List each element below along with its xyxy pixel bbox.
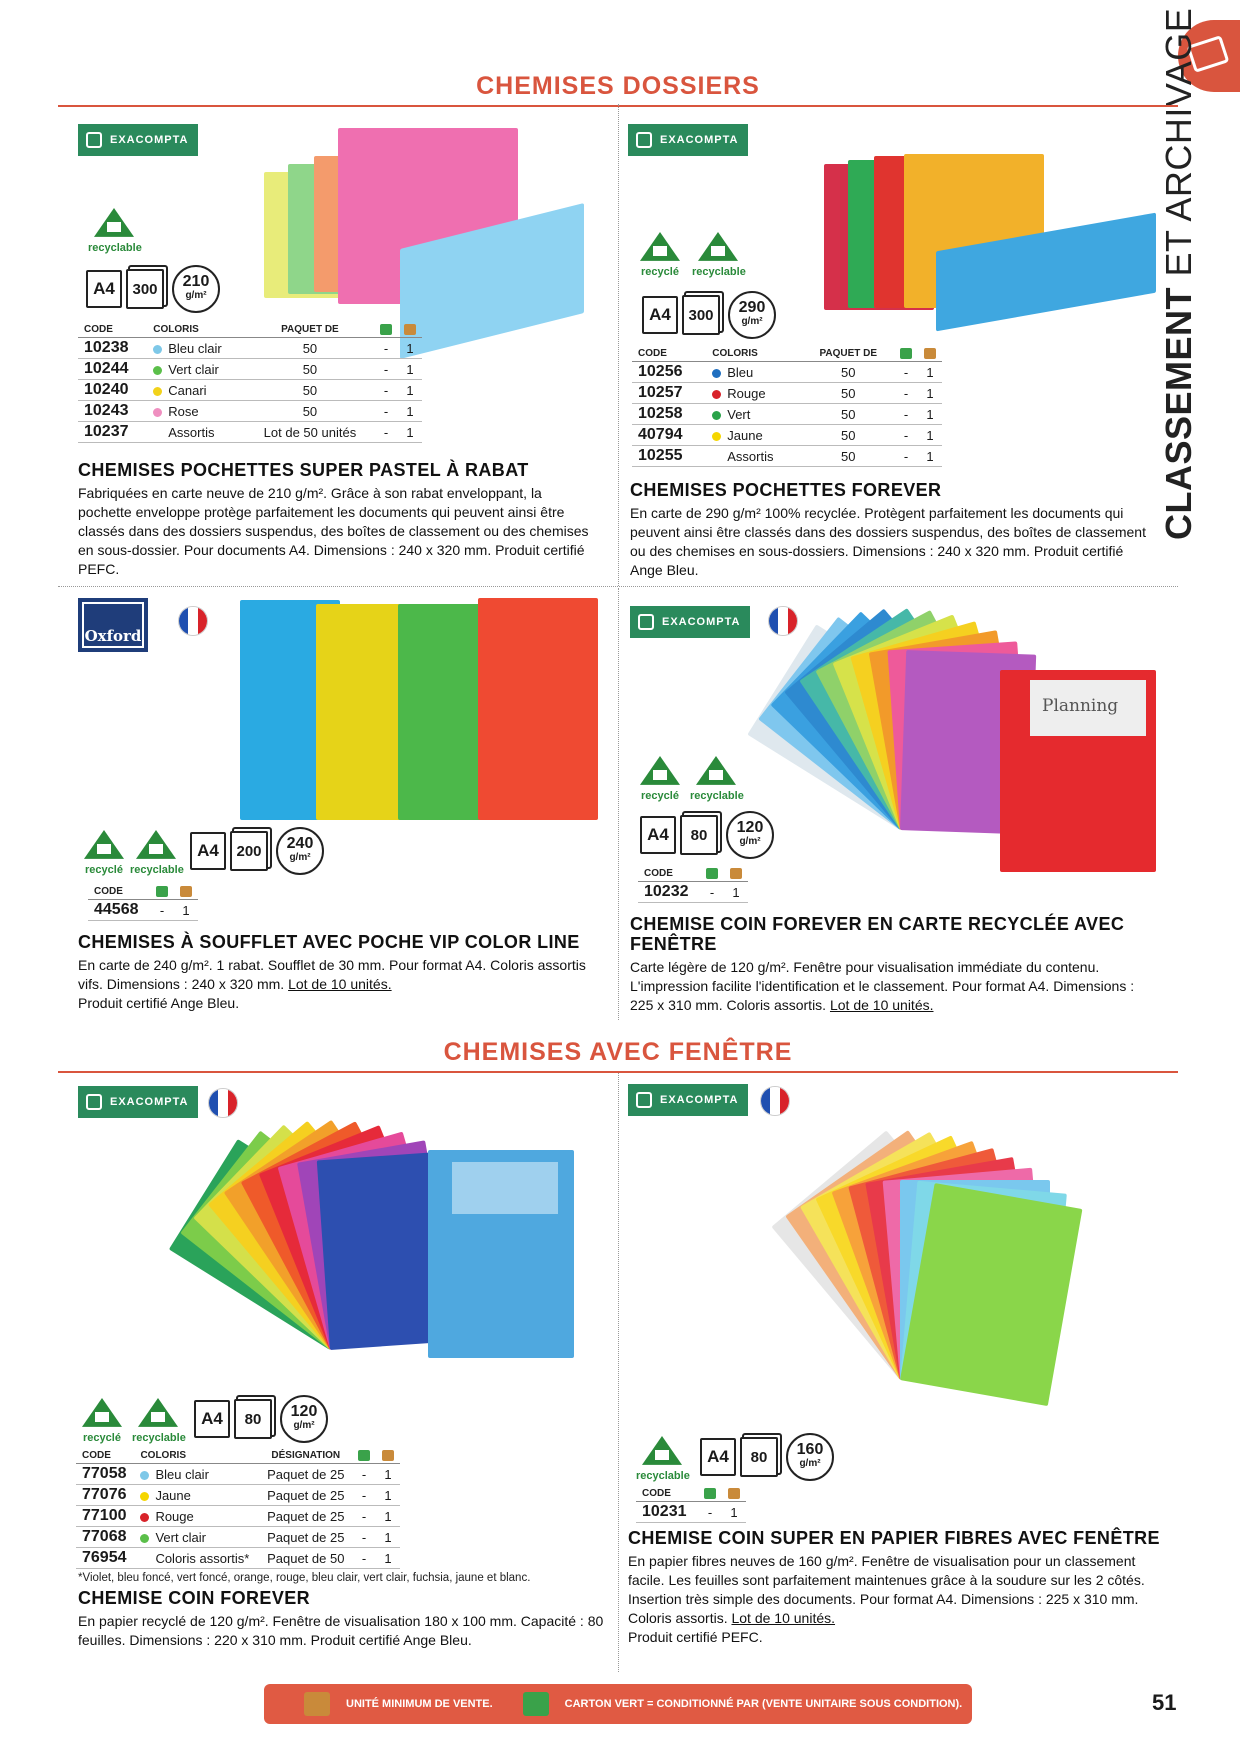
table-row: 10237 Assortis Lot de 50 unités - 1 bbox=[78, 422, 422, 443]
format-icons: A4 80 120 g/m² bbox=[640, 814, 774, 856]
recyclable-badge: recyclable bbox=[636, 1436, 688, 1482]
format-icons: A4 80 160 g/m² bbox=[700, 1436, 834, 1478]
exacompta-logo: EXACOMPTA bbox=[78, 1086, 198, 1118]
planning-label: Planning bbox=[1030, 680, 1146, 736]
folder-image bbox=[1000, 670, 1156, 872]
folder-image bbox=[428, 1150, 574, 1358]
format-icons: A4 200 240 g/m² bbox=[190, 830, 324, 872]
exacompta-logo: EXACOMPTA bbox=[628, 1084, 748, 1116]
table-row: 76954 Coloris assortis* Paquet de 50 - 1 bbox=[76, 1548, 400, 1569]
product-title: CHEMISE COIN SUPER EN PAPIER FIBRES AVEC FENÊTRE bbox=[628, 1528, 1160, 1548]
green-carton-icon bbox=[704, 1488, 716, 1499]
color-dot bbox=[153, 408, 162, 417]
product-table: CODE 10231 - 1 bbox=[636, 1486, 746, 1523]
french-flag-icon bbox=[768, 606, 798, 636]
product-title: CHEMISE COIN FOREVER bbox=[78, 1588, 311, 1608]
french-flag-icon bbox=[178, 606, 208, 636]
color-dot bbox=[712, 411, 721, 420]
folder-image bbox=[478, 598, 598, 820]
section-title-dossiers: CHEMISES DOSSIERS bbox=[58, 72, 1178, 107]
section-title-fenetre: CHEMISES AVEC FENÊTRE bbox=[58, 1038, 1178, 1073]
product-table: CODE COLORIS DÉSIGNATION 77058 Bleu clair Paquet de 25 - 1 77076 Jaune Paquet de 25 - 1 77100 Rouge Paquet de 25 - 1 77068 Vert clair Paquet de 25 - 1 76954 Coloris assortis* Paquet de 50 - 1 bbox=[76, 1448, 400, 1569]
side-category-label: CLASSEMENT ET ARCHIVAGE bbox=[1158, 7, 1199, 540]
color-dot bbox=[140, 1513, 149, 1522]
format-icons: A4 300 290 g/m² bbox=[642, 294, 776, 336]
box-icon bbox=[304, 1692, 330, 1716]
table-row: 10244 Vert clair 50 - 1 bbox=[78, 359, 422, 380]
product-title: CHEMISES POCHETTES FOREVER bbox=[630, 480, 942, 500]
recyclable-badge: recyclable bbox=[692, 232, 744, 278]
table-row: 10258 Vert 50 - 1 bbox=[632, 404, 942, 425]
recycled-badge: recyclé bbox=[76, 1398, 128, 1444]
divider bbox=[58, 586, 1178, 587]
table-row: 10243 Rose 50 - 1 bbox=[78, 401, 422, 422]
recyclable-badge: recyclable bbox=[88, 208, 140, 254]
table-row: 77100 Rouge Paquet de 25 - 1 bbox=[76, 1506, 400, 1527]
green-carton-icon bbox=[358, 1450, 370, 1461]
color-dot bbox=[153, 345, 162, 354]
table-row: 10231 - 1 bbox=[636, 1502, 746, 1523]
product-table: CODE 44568 - 1 bbox=[88, 884, 198, 921]
color-dot bbox=[153, 366, 162, 375]
color-dot bbox=[140, 1492, 149, 1501]
color-dot bbox=[712, 369, 721, 378]
table-row: 10255 Assortis 50 - 1 bbox=[632, 446, 942, 467]
french-flag-icon bbox=[208, 1088, 238, 1118]
color-dot bbox=[153, 387, 162, 396]
footnote: *Violet, bleu foncé, vert foncé, orange, rouge, bleu clair, vert clair, fuchsia, jaune et blanc. bbox=[78, 1572, 531, 1584]
product-description: Fabriquées en carte neuve de 210 g/m². Grâce à son rabat enveloppant, la pochette enveloppe protège parfaitement les documents qui peuvent ainsi être classés dans des dossiers suspendus, des boîtes de classement ou des chemises en sous-dossier. Pour documents A4. Dimensions : 240 x 320 mm. Produit certifié PEFC. bbox=[78, 485, 589, 577]
exacompta-logo: EXACOMPTA bbox=[630, 606, 750, 638]
format-icons: A4 300 210 g/m² bbox=[86, 268, 220, 310]
color-dot bbox=[140, 1471, 149, 1480]
table-row: 10238 Bleu clair 50 - 1 bbox=[78, 338, 422, 359]
box-icon bbox=[404, 324, 416, 335]
product-title: CHEMISE COIN FOREVER EN CARTE RECYCLÉE AVEC FENÊTRE bbox=[630, 914, 1125, 954]
green-carton-icon bbox=[156, 886, 168, 897]
french-flag-icon bbox=[760, 1086, 790, 1116]
recycled-badge: recyclé bbox=[78, 830, 130, 876]
box-icon bbox=[730, 868, 742, 879]
recyclable-badge: recyclable bbox=[130, 830, 182, 876]
product-description: En carte de 240 g/m². 1 rabat. Soufflet de 30 mm. Pour format A4. Coloris assortis vifs. Dimensions : 240 x 320 mm. Lot de 10 unités. Produit certifié Ange Bleu. bbox=[78, 957, 586, 1011]
recycled-badge: recyclé bbox=[634, 232, 686, 278]
box-icon bbox=[728, 1488, 740, 1499]
box-icon bbox=[924, 348, 936, 359]
color-dot bbox=[712, 390, 721, 399]
recycled-badge: recyclé bbox=[634, 756, 686, 802]
green-carton-icon bbox=[900, 348, 912, 359]
product-title: CHEMISES À SOUFFLET AVEC POCHE VIP COLOR LINE bbox=[78, 932, 580, 952]
window-cutout bbox=[452, 1162, 558, 1214]
color-dot bbox=[712, 432, 721, 441]
table-row: 10257 Rouge 50 - 1 bbox=[632, 383, 942, 404]
recyclable-badge: recyclable bbox=[132, 1398, 184, 1444]
recyclable-badge: recyclable bbox=[690, 756, 742, 802]
product-description: En papier recyclé de 120 g/m². Fenêtre de visualisation 180 x 100 mm. Capacité : 80 feuilles. Dimensions : 220 x 310 mm. Produit certifié Ange Bleu. bbox=[78, 1613, 604, 1648]
format-icons: A4 80 120 g/m² bbox=[194, 1398, 328, 1440]
green-carton-icon bbox=[380, 324, 392, 335]
product-description: En carte de 290 g/m² 100% recyclée. Protègent parfaitement les documents qui peuvent ainsi être classés dans des dossiers suspendus, des boîtes de classement ou des chemises en sous-dossiers. Dimensions : 240 x 320 mm. Produit certifié Ange Bleu. bbox=[630, 505, 1146, 578]
divider bbox=[618, 1072, 619, 1672]
oxford-logo: Oxford bbox=[78, 598, 148, 652]
product-table: CODE 10232 - 1 bbox=[638, 866, 748, 903]
table-row: 40794 Jaune 50 - 1 bbox=[632, 425, 942, 446]
page-number: 51 bbox=[1152, 1690, 1177, 1715]
product-description: Carte légère de 120 g/m². Fenêtre pour visualisation immédiate du contenu. L'impression facilite l'identification et le classement. Pour format A4. Dimensions : 225 x 310 mm. Coloris assortis. Lot de 10 unités. bbox=[630, 959, 1135, 1013]
box-icon bbox=[382, 1450, 394, 1461]
table-row: 77068 Vert clair Paquet de 25 - 1 bbox=[76, 1527, 400, 1548]
legend-carton: CARTON VERT = CONDITIONNÉ PAR (VENTE UNITAIRE SOUS CONDITION). bbox=[564, 1698, 963, 1710]
exacompta-logo: EXACOMPTA bbox=[628, 124, 748, 156]
product-title: CHEMISES POCHETTES SUPER PASTEL À RABAT bbox=[78, 460, 529, 480]
product-table: CODE COLORIS PAQUET DE 10256 Bleu 50 - 1 10257 Rouge 50 - 1 10258 Vert 50 - 1 40794 Jaune 50 - 1 10255 Assortis 50 - 1 bbox=[632, 346, 942, 467]
exacompta-logo: EXACOMPTA bbox=[78, 124, 198, 156]
table-row: 10240 Canari 50 - 1 bbox=[78, 380, 422, 401]
product-description: En papier fibres neuves de 160 g/m². Fenêtre de visualisation pour un classement facile. Les feuilles sont parfaitement maintenues grâce à la soudure sur les 2 côtés. Insertion très simple des documents. Pour format A4. Dimensions : 225 x 310 mm. Coloris assortis. Lot de 10 unités. Produit certifié PEFC. bbox=[628, 1553, 1145, 1645]
table-row: 10256 Bleu 50 - 1 bbox=[632, 362, 942, 383]
table-row: 77058 Bleu clair Paquet de 25 - 1 bbox=[76, 1464, 400, 1485]
table-row: 77076 Jaune Paquet de 25 - 1 bbox=[76, 1485, 400, 1506]
box-icon bbox=[180, 886, 192, 897]
legend-bar bbox=[264, 1684, 972, 1724]
color-dot bbox=[140, 1534, 149, 1543]
table-row: 44568 - 1 bbox=[88, 900, 198, 921]
divider bbox=[618, 588, 619, 1020]
divider bbox=[618, 104, 619, 586]
green-carton-icon bbox=[523, 1692, 549, 1716]
green-carton-icon bbox=[706, 868, 718, 879]
legend-unit: UNITÉ MINIMUM DE VENTE. bbox=[346, 1698, 493, 1710]
table-row: 10232 - 1 bbox=[638, 882, 748, 903]
product-table: CODE COLORIS PAQUET DE 10238 Bleu clair 50 - 1 10244 Vert clair 50 - 1 10240 Canari 50 - 1 10243 Rose 50 - 1 10237 Assortis Lot de 50 unités - 1 bbox=[78, 322, 422, 443]
